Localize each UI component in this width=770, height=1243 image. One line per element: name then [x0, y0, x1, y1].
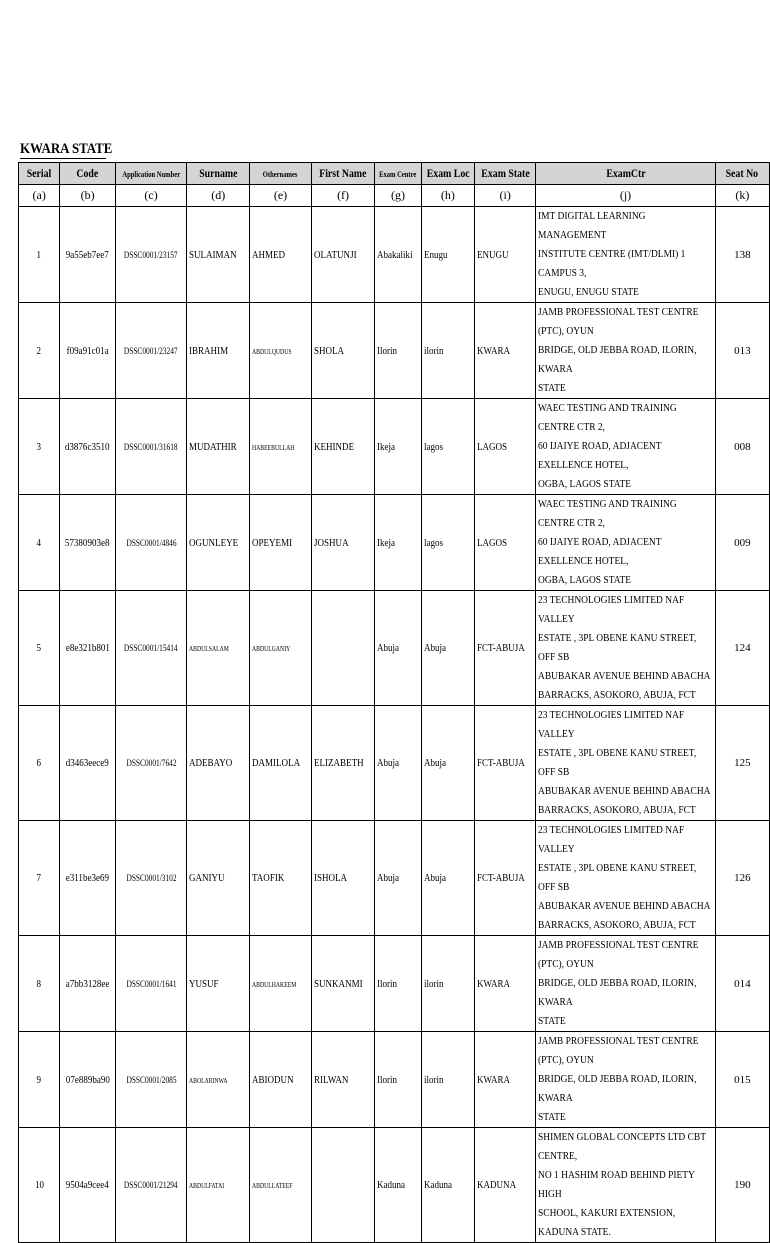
exam-ctr-cell — [536, 303, 715, 399]
exam-ctr-line: WAEC TESTING AND TRAINING CENTRE CTR 2, — [538, 402, 678, 433]
column-letter: (b) — [60, 185, 115, 207]
application-number-cell — [115, 821, 186, 936]
table-body — [19, 207, 770, 1243]
exam-loc-cell — [421, 495, 474, 591]
exam-ctr-line: ESTATE , 3PL OBENE KANU STREET, OFF SB — [538, 747, 697, 778]
surname-cell — [187, 303, 250, 399]
first-name-cell-text: RILWAN — [313, 1073, 349, 1086]
table-row — [19, 1032, 770, 1128]
code-cell — [60, 303, 115, 399]
exam-ctr-line: ABUBAKAR AVENUE BEHIND ABACHA — [538, 785, 711, 797]
surname-cell-text: YUSUF — [189, 977, 219, 990]
exam-ctr-cell — [536, 706, 715, 821]
column-header — [250, 163, 312, 185]
exam-ctr-line: 60 IJAIYE ROAD, ADJACENT EXELLENCE HOTEL, — [538, 536, 662, 567]
surname-cell — [187, 706, 250, 821]
exam-state-cell — [475, 303, 536, 399]
column-header — [60, 163, 115, 185]
first-name-cell — [311, 936, 374, 1032]
first-name-cell-text: SHOLA — [313, 344, 344, 357]
exam-centre-cell-text: Ilorin — [377, 977, 398, 990]
first-name-cell-text: OLATUNJI — [313, 248, 357, 261]
code-cell-text: e8e321b801 — [65, 642, 110, 654]
subheader-row — [19, 185, 770, 207]
exam-ctr-line: 23 TECHNOLOGIES LIMITED NAF VALLEY — [538, 709, 685, 740]
application-number-cell-text: DSSC0001/31618 — [124, 441, 178, 452]
exam-centre-cell — [375, 399, 421, 495]
exam-loc-cell — [421, 1032, 474, 1128]
exam-ctr-cell — [536, 207, 715, 303]
column-header-label: First Name — [319, 166, 367, 180]
seat-no-cell: 009 — [715, 495, 769, 591]
exam-state-cell — [475, 591, 536, 706]
application-number-cell-text: DSSC0001/1641 — [126, 978, 177, 989]
othernames-cell — [250, 1032, 312, 1128]
column-header — [375, 163, 421, 185]
column-header — [421, 163, 474, 185]
table-row — [19, 495, 770, 591]
first-name-cell-text: ISHOLA — [313, 872, 347, 884]
exam-loc-cell-text: ilorin — [423, 344, 444, 357]
first-name-cell — [311, 706, 374, 821]
exam-ctr-cell — [536, 591, 715, 706]
surname-cell-text: ABDULSALAM — [189, 645, 230, 653]
code-cell-text: 07e889ba90 — [65, 1073, 110, 1086]
exam-loc-cell — [421, 303, 474, 399]
exam-loc-cell — [421, 591, 474, 706]
application-number-cell-text: DSSC0001/4846 — [126, 537, 177, 548]
exam-ctr-line: STATE — [538, 382, 566, 394]
code-cell-text: 9a55eb7ee7 — [66, 248, 110, 261]
othernames-cell-text: DAMILOLA — [252, 757, 301, 769]
application-number-cell-text: DSSC0001/23247 — [124, 345, 178, 356]
exam-state-cell-text: KWARA — [477, 977, 511, 990]
seat-no-cell: 013 — [715, 303, 769, 399]
column-letter: (e) — [250, 185, 312, 207]
surname-cell-text: IBRAHIM — [189, 344, 229, 357]
exam-loc-cell-text: Abuja — [423, 757, 446, 769]
serial-cell-text: 5 — [36, 642, 42, 654]
column-header-label: ExamCtr — [605, 166, 646, 180]
exam-state-cell-text: FCT-ABUJA — [477, 642, 525, 654]
first-name-cell — [311, 591, 374, 706]
othernames-cell-text: OPEYEMI — [252, 536, 293, 549]
first-name-cell — [311, 303, 374, 399]
column-letter: (k) — [715, 185, 769, 207]
application-number-cell-text: DSSC0001/23157 — [124, 249, 178, 260]
exam-state-cell — [475, 821, 536, 936]
exam-loc-cell-text: Kaduna — [423, 1179, 452, 1191]
exam-loc-cell-text: lagos — [423, 440, 443, 453]
exam-centre-cell-text: Abuja — [377, 642, 400, 654]
exam-ctr-line: 23 TECHNOLOGIES LIMITED NAF VALLEY — [538, 824, 685, 855]
column-header-label: Exam Centre — [379, 170, 417, 179]
surname-cell-text: SULAIMAN — [189, 248, 237, 261]
exam-state-cell — [475, 495, 536, 591]
exam-state-cell-text: FCT-ABUJA — [477, 757, 525, 769]
column-header — [311, 163, 374, 185]
surname-cell-text: ADEBAYO — [189, 757, 233, 769]
exam-ctr-line: 23 TECHNOLOGIES LIMITED NAF VALLEY — [538, 594, 685, 625]
seat-no-cell: 126 — [715, 821, 769, 936]
surname-cell — [187, 591, 250, 706]
exam-centre-cell — [375, 936, 421, 1032]
exam-loc-cell — [421, 706, 474, 821]
column-header — [536, 163, 715, 185]
first-name-cell-text: SUNKANMI — [313, 977, 363, 990]
surname-cell-text: ABDULFATAI — [189, 1182, 225, 1190]
serial-cell — [19, 1032, 60, 1128]
exam-ctr-line: NO 1 HASHIM ROAD BEHIND PIETY HIGH — [538, 1169, 695, 1200]
exam-centre-cell — [375, 706, 421, 821]
exam-ctr-line: INSTITUTE CENTRE (IMT/DLMI) 1 CAMPUS 3, — [538, 248, 686, 279]
exam-loc-cell-text: Abuja — [423, 642, 446, 654]
first-name-cell-text: ELIZABETH — [313, 757, 364, 769]
surname-cell — [187, 207, 250, 303]
exam-ctr-line: WAEC TESTING AND TRAINING CENTRE CTR 2, — [538, 498, 678, 529]
code-cell-text: d3463eece9 — [66, 757, 110, 769]
othernames-cell-text: ABDULGANIY — [252, 645, 291, 653]
othernames-cell-text: ABDULQUDUS — [252, 347, 292, 356]
application-number-cell-text: DSSC0001/15414 — [124, 643, 178, 653]
serial-cell — [19, 303, 60, 399]
code-cell-text: e311be3e69 — [65, 872, 110, 884]
column-header — [115, 163, 186, 185]
othernames-cell-text: ABIODUN — [252, 1073, 294, 1086]
code-cell — [60, 1128, 115, 1243]
serial-cell-text: 4 — [36, 536, 42, 549]
exam-ctr-line: IMT DIGITAL LEARNING MANAGEMENT — [538, 210, 646, 241]
column-letter: (i) — [475, 185, 536, 207]
surname-cell-text: OGUNLEYE — [189, 536, 239, 549]
exam-ctr-line: STATE — [538, 1111, 566, 1123]
column-letter: (g) — [375, 185, 421, 207]
exam-ctr-line: ABUBAKAR AVENUE BEHIND ABACHA — [538, 900, 711, 912]
exam-centre-cell — [375, 1128, 421, 1243]
exam-ctr-line: BRIDGE, OLD JEBBA ROAD, ILORIN, KWARA — [538, 977, 697, 1008]
surname-cell — [187, 399, 250, 495]
code-cell — [60, 1032, 115, 1128]
exam-ctr-line: BARRACKS, ASOKORO, ABUJA, FCT — [538, 804, 697, 816]
surname-cell — [187, 1128, 250, 1243]
code-cell — [60, 495, 115, 591]
surname-cell-text: GANIYU — [189, 872, 225, 884]
othernames-cell — [250, 936, 312, 1032]
exam-centre-cell — [375, 303, 421, 399]
othernames-cell — [250, 303, 312, 399]
code-cell-text: 9504a9cee4 — [66, 1179, 110, 1191]
exam-loc-cell — [421, 207, 474, 303]
serial-cell — [19, 936, 60, 1032]
title-underline — [20, 158, 106, 159]
column-header-label: Exam State — [481, 166, 530, 180]
serial-cell — [19, 207, 60, 303]
seat-no-cell: 008 — [715, 399, 769, 495]
exam-ctr-line: BARRACKS, ASOKORO, ABUJA, FCT — [538, 919, 697, 931]
first-name-cell — [311, 821, 374, 936]
exam-loc-cell — [421, 936, 474, 1032]
exam-ctr-line: ESTATE , 3PL OBENE KANU STREET, OFF SB — [538, 862, 697, 893]
first-name-cell-text: KEHINDE — [313, 440, 354, 453]
exam-state-cell — [475, 936, 536, 1032]
exam-ctr-line: BRIDGE, OLD JEBBA ROAD, ILORIN, KWARA — [538, 344, 697, 375]
page-title: KWARA STATE — [20, 141, 113, 157]
exam-ctr-line: OGBA, LAGOS STATE — [538, 478, 632, 490]
exam-state-cell-text: KWARA — [477, 1073, 511, 1086]
othernames-cell-text: HABEEBULLAH — [252, 443, 295, 452]
application-number-cell — [115, 936, 186, 1032]
othernames-cell — [250, 495, 312, 591]
exam-state-cell-text: KADUNA — [477, 1179, 517, 1191]
exam-state-cell-text: KWARA — [477, 344, 511, 357]
code-cell-text: f09a91c01a — [66, 344, 109, 357]
application-number-cell — [115, 303, 186, 399]
serial-cell-text: 6 — [36, 757, 42, 769]
code-cell-text: d3876c3510 — [65, 440, 110, 453]
table-row — [19, 936, 770, 1032]
exam-ctr-cell — [536, 821, 715, 936]
serial-cell — [19, 706, 60, 821]
seat-no-cell: 138 — [715, 207, 769, 303]
surname-cell-text: ABOLARINWA — [189, 1076, 228, 1085]
application-number-cell — [115, 207, 186, 303]
column-letter: (c) — [115, 185, 186, 207]
application-number-cell-text: DSSC0001/21294 — [124, 1180, 178, 1190]
serial-cell — [19, 591, 60, 706]
othernames-cell-text: AHMED — [252, 248, 286, 261]
seat-no-cell: 125 — [715, 706, 769, 821]
exam-ctr-cell — [536, 1032, 715, 1128]
column-letter: (j) — [536, 185, 715, 207]
seat-no-cell: 015 — [715, 1032, 769, 1128]
exam-state-cell — [475, 1032, 536, 1128]
exam-ctr-cell — [536, 1128, 715, 1243]
serial-cell-text: 9 — [36, 1073, 42, 1086]
table-row — [19, 706, 770, 821]
serial-cell — [19, 821, 60, 936]
table-row — [19, 399, 770, 495]
exam-ctr-line: ABUBAKAR AVENUE BEHIND ABACHA — [538, 670, 711, 682]
table-row — [19, 207, 770, 303]
code-cell — [60, 821, 115, 936]
exam-state-cell-text: LAGOS — [477, 440, 508, 453]
seat-no-cell: 014 — [715, 936, 769, 1032]
column-header-label: Exam Loc — [426, 166, 470, 180]
application-number-cell — [115, 706, 186, 821]
exam-loc-cell-text: Abuja — [423, 872, 446, 884]
exam-state-cell-text: ENUGU — [477, 248, 509, 261]
exam-ctr-line: ENUGU, ENUGU STATE — [538, 286, 640, 298]
candidates-table — [18, 162, 770, 1243]
code-cell — [60, 207, 115, 303]
exam-centre-cell — [375, 591, 421, 706]
first-name-cell — [311, 1128, 374, 1243]
exam-loc-cell — [421, 399, 474, 495]
application-number-cell — [115, 1128, 186, 1243]
code-cell — [60, 706, 115, 821]
exam-centre-cell-text: Ikeja — [377, 440, 396, 453]
exam-centre-cell-text: Ikeja — [377, 536, 396, 549]
exam-centre-cell-text: Abakaliki — [377, 248, 413, 261]
column-letter: (a) — [19, 185, 60, 207]
exam-loc-cell-text: ilorin — [423, 977, 444, 990]
exam-loc-cell — [421, 1128, 474, 1243]
serial-cell-text: 7 — [36, 872, 42, 884]
exam-centre-cell-text: Kaduna — [377, 1179, 406, 1191]
header-row — [19, 163, 770, 185]
serial-cell — [19, 399, 60, 495]
column-header-label: Serial — [26, 166, 52, 180]
application-number-cell-text: DSSC0001/3102 — [126, 873, 177, 883]
exam-state-cell — [475, 399, 536, 495]
code-cell — [60, 591, 115, 706]
serial-cell-text: 1 — [36, 248, 42, 261]
column-header — [715, 163, 769, 185]
exam-ctr-line: JAMB PROFESSIONAL TEST CENTRE (PTC), OYUN — [538, 939, 699, 970]
first-name-cell — [311, 495, 374, 591]
surname-cell — [187, 821, 250, 936]
exam-ctr-line: BARRACKS, ASOKORO, ABUJA, FCT — [538, 689, 697, 701]
serial-cell-text: 2 — [36, 344, 42, 357]
exam-ctr-line: STATE — [538, 1015, 566, 1027]
column-header-label: Seat No — [726, 166, 759, 180]
exam-state-cell — [475, 706, 536, 821]
othernames-cell-text: ABDULLATEEF — [252, 1182, 293, 1190]
column-header — [187, 163, 250, 185]
exam-ctr-cell — [536, 936, 715, 1032]
column-header — [475, 163, 536, 185]
exam-centre-cell-text: Ilorin — [377, 344, 398, 357]
exam-state-cell — [475, 1128, 536, 1243]
serial-cell — [19, 1128, 60, 1243]
othernames-cell — [250, 591, 312, 706]
column-header-label: Othernames — [263, 170, 298, 179]
column-header — [19, 163, 60, 185]
application-number-cell — [115, 591, 186, 706]
code-cell-text: a7bb3128ee — [65, 977, 110, 990]
exam-ctr-line: JAMB PROFESSIONAL TEST CENTRE (PTC), OYUN — [538, 1035, 699, 1066]
exam-loc-cell — [421, 821, 474, 936]
exam-centre-cell — [375, 821, 421, 936]
exam-state-cell-text: FCT-ABUJA — [477, 872, 525, 884]
application-number-cell — [115, 1032, 186, 1128]
othernames-cell — [250, 399, 312, 495]
exam-ctr-line: SCHOOL, KAKURI EXTENSION, KADUNA STATE. — [538, 1207, 676, 1238]
code-cell — [60, 936, 115, 1032]
exam-ctr-cell — [536, 399, 715, 495]
table-row — [19, 1128, 770, 1243]
table-row — [19, 303, 770, 399]
othernames-cell — [250, 1128, 312, 1243]
exam-centre-cell-text: Ilorin — [377, 1073, 398, 1086]
table-row — [19, 821, 770, 936]
surname-cell-text: MUDATHIR — [189, 440, 237, 453]
application-number-cell-text: DSSC0001/2085 — [126, 1074, 177, 1085]
surname-cell — [187, 495, 250, 591]
application-number-cell-text: DSSC0001/7642 — [126, 758, 177, 768]
application-number-cell — [115, 495, 186, 591]
column-header-label: Surname — [199, 166, 238, 180]
column-letter: (f) — [311, 185, 374, 207]
exam-state-cell-text: LAGOS — [477, 536, 508, 549]
exam-loc-cell-text: Enugu — [423, 248, 448, 261]
exam-centre-cell — [375, 1032, 421, 1128]
exam-ctr-line: 60 IJAIYE ROAD, ADJACENT EXELLENCE HOTEL, — [538, 440, 662, 471]
othernames-cell — [250, 207, 312, 303]
othernames-cell — [250, 706, 312, 821]
column-letter: (d) — [187, 185, 250, 207]
exam-ctr-line: SHIMEN GLOBAL CONCEPTS LTD CBT CENTRE, — [538, 1131, 707, 1162]
code-cell-text: 57380903e8 — [65, 536, 110, 549]
exam-centre-cell-text: Abuja — [377, 757, 400, 769]
serial-cell-text: 8 — [36, 977, 42, 990]
first-name-cell-text: JOSHUA — [313, 536, 349, 549]
exam-loc-cell-text: lagos — [423, 536, 443, 549]
surname-cell — [187, 936, 250, 1032]
column-header-label: Application Number — [122, 170, 180, 179]
exam-ctr-line: OGBA, LAGOS STATE — [538, 574, 632, 586]
exam-state-cell — [475, 207, 536, 303]
column-letter: (h) — [421, 185, 474, 207]
serial-cell-text: 10 — [34, 1179, 44, 1191]
exam-ctr-line: JAMB PROFESSIONAL TEST CENTRE (PTC), OYUN — [538, 306, 699, 337]
surname-cell — [187, 1032, 250, 1128]
first-name-cell — [311, 399, 374, 495]
application-number-cell — [115, 399, 186, 495]
table-row — [19, 591, 770, 706]
exam-loc-cell-text: ilorin — [423, 1073, 444, 1086]
exam-centre-cell — [375, 495, 421, 591]
serial-cell-text: 3 — [36, 440, 42, 453]
exam-centre-cell — [375, 207, 421, 303]
column-header-label: Code — [76, 166, 99, 180]
seat-no-cell: 190 — [715, 1128, 769, 1243]
exam-centre-cell-text: Abuja — [377, 872, 400, 884]
seat-no-cell: 124 — [715, 591, 769, 706]
first-name-cell — [311, 1032, 374, 1128]
code-cell — [60, 399, 115, 495]
othernames-cell-text: TAOFIK — [252, 872, 285, 884]
serial-cell — [19, 495, 60, 591]
exam-ctr-cell — [536, 495, 715, 591]
exam-ctr-line: ESTATE , 3PL OBENE KANU STREET, OFF SB — [538, 632, 697, 663]
first-name-cell — [311, 207, 374, 303]
othernames-cell — [250, 821, 312, 936]
othernames-cell-text: ABDULHAKEEM — [252, 980, 297, 989]
exam-ctr-line: BRIDGE, OLD JEBBA ROAD, ILORIN, KWARA — [538, 1073, 697, 1104]
